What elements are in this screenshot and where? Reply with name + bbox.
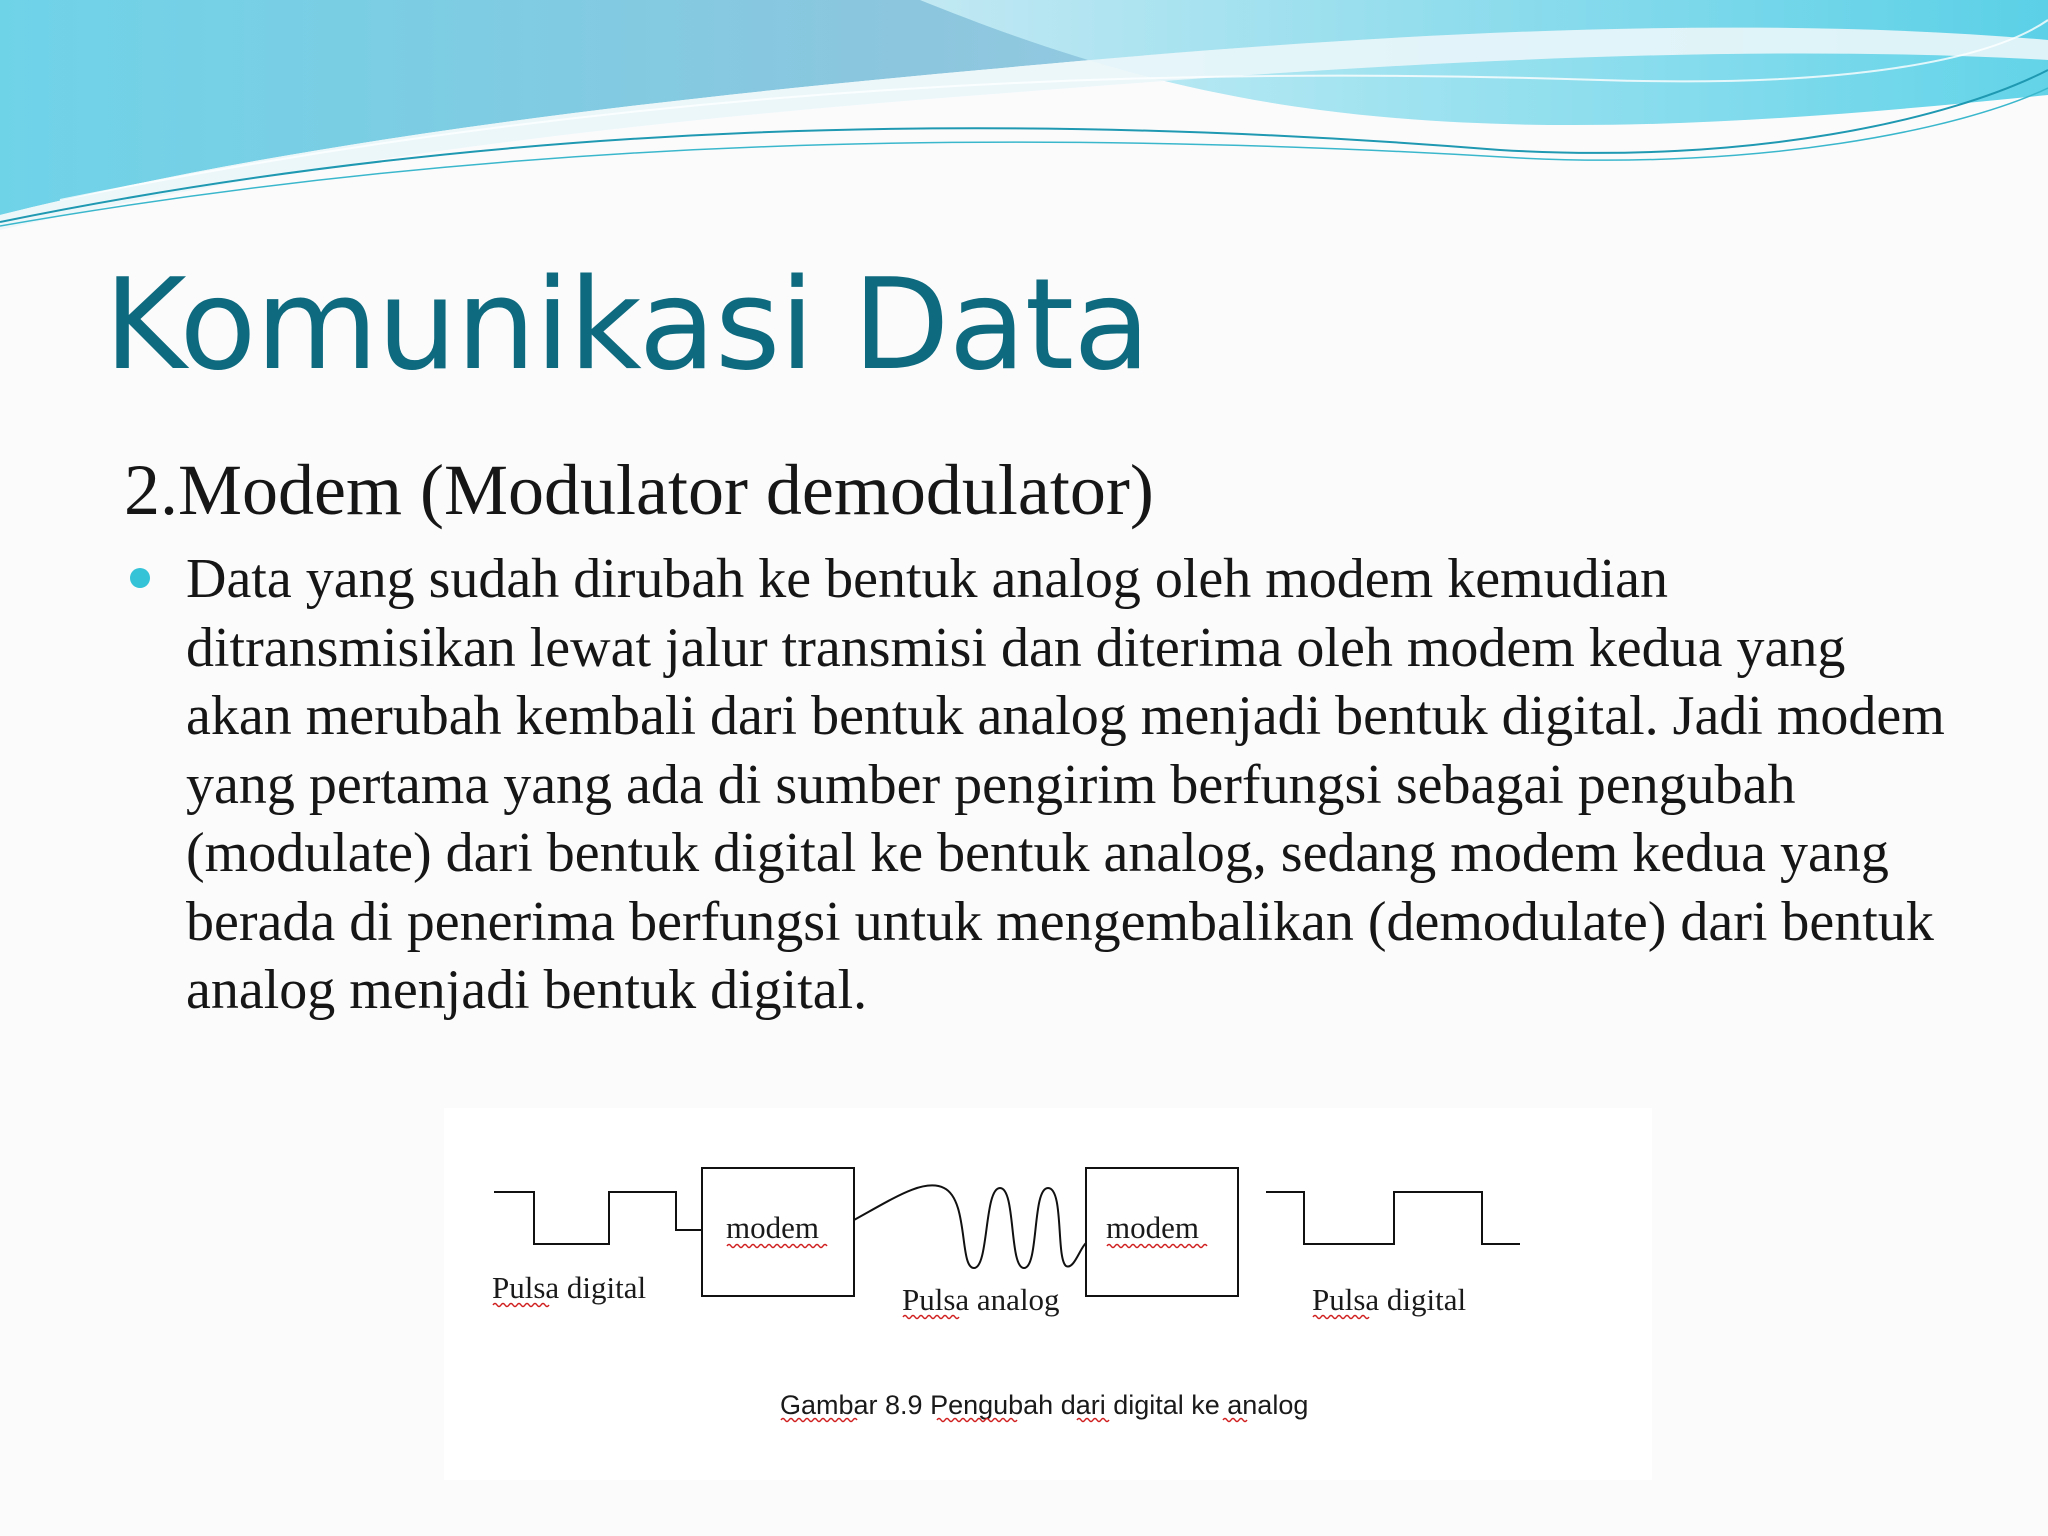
right-digital-pulse — [1266, 1192, 1520, 1244]
header-wave-decoration — [0, 0, 2048, 240]
figure-caption: Gambar 8.9 Pengubah dari digital ke analog — [780, 1390, 1309, 1420]
slide-title: Komunikasi Data — [104, 251, 1150, 398]
left-digital-pulse — [494, 1192, 702, 1244]
modem-diagram — [444, 1108, 1652, 1480]
bullet-dot-icon — [130, 568, 150, 588]
right-signal-label: Pulsa digital — [1312, 1282, 1467, 1317]
analog-signal-label: Pulsa analog — [902, 1282, 1060, 1317]
modem-1-label: modem — [726, 1210, 819, 1245]
modem-2-label: modem — [1106, 1210, 1199, 1245]
section-heading: 2.Modem (Modulator demodulator) — [124, 450, 1154, 530]
bullet-text: Data yang sudah dirubah ke bentuk analog oleh modem kemudian ditransmisikan lewat jalur transmisi dan diterima oleh modem kedua yang akan merubah kembali dari bentuk analog menjadi bentuk digital. Jadi modem yang pertama yang ada di sumber pengirim berfungsi sebagai pengubah (modulate) dari bentuk digital ke bentuk analog, sedang modem kedua yang berada di penerima berfungsi untuk mengembalikan (demodulate) dari bentuk analog menjadi bentuk digital. — [186, 548, 1945, 1021]
analog-wave — [854, 1185, 1086, 1268]
left-signal-label: Pulsa digital — [492, 1270, 647, 1305]
